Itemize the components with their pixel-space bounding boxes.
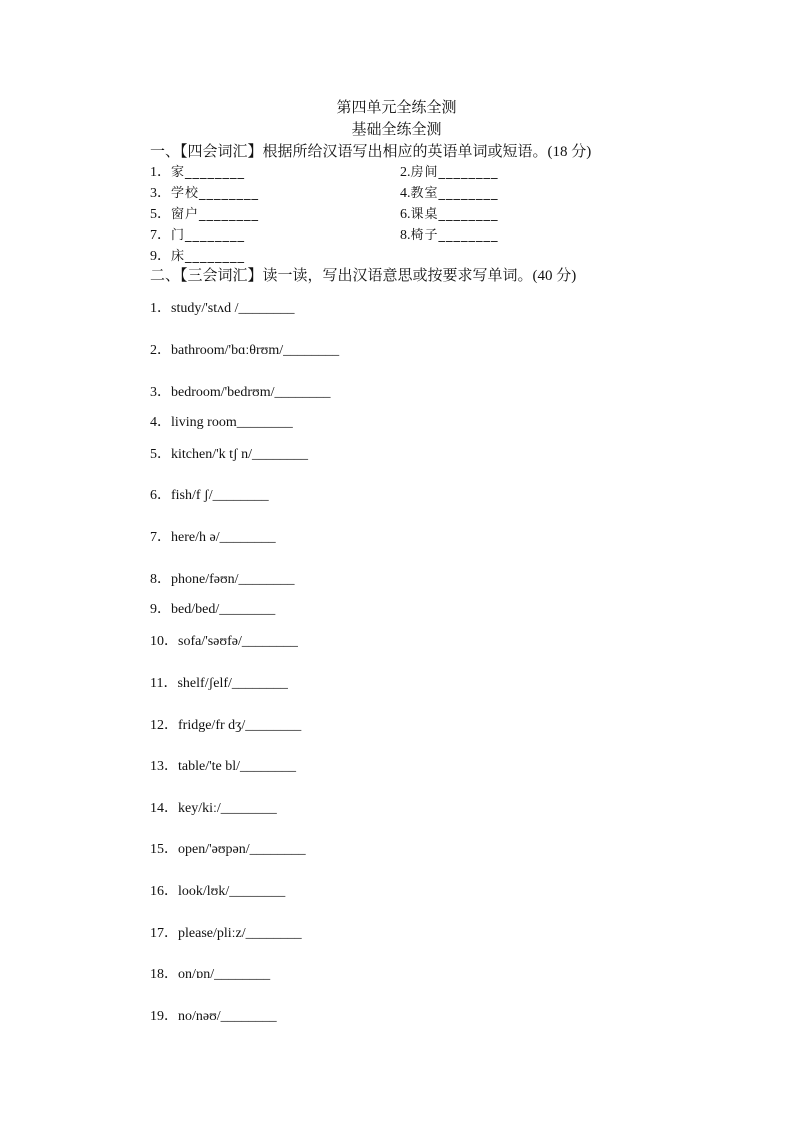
- item-word: 房间________: [410, 165, 499, 180]
- item-number: 17．: [150, 926, 178, 941]
- item-number: 2．: [150, 343, 171, 358]
- list-item: [150, 297, 294, 317]
- vocab-item: [150, 203, 259, 223]
- section-1-heading: 一、【四会词汇】根据所给汉语写出相应的英语单词或短语。(18 分): [150, 144, 592, 160]
- list-item: [150, 963, 270, 983]
- page-title: 第四单元全练全测: [336, 100, 457, 116]
- item-number: 7．: [150, 228, 171, 243]
- list-item: [150, 797, 277, 817]
- item-text: fridge/fr dʒ/________: [178, 718, 302, 733]
- vocab-row: [150, 203, 710, 223]
- item-word: 门________: [171, 228, 246, 243]
- list-item: [150, 630, 298, 650]
- vocab-item: [400, 224, 499, 244]
- item-text: table/'te bl/________: [178, 759, 297, 774]
- vocab-item: [150, 245, 245, 265]
- page-subtitle: 基础全练全测: [351, 122, 442, 138]
- item-text: no/nəʊ/________: [178, 1009, 277, 1024]
- item-number: 7．: [150, 530, 171, 545]
- item-number: 4.: [400, 186, 411, 201]
- item-number: 18．: [150, 967, 178, 982]
- item-text: bedroom/'bedrʊm/________: [171, 385, 331, 400]
- item-number: 13．: [150, 759, 178, 774]
- vocab-row: [150, 161, 710, 181]
- vocab-item: [150, 161, 245, 181]
- item-number: 9．: [150, 249, 171, 264]
- item-number: 1．: [150, 301, 171, 316]
- item-number: 8．: [150, 572, 171, 587]
- item-number: 8.: [400, 228, 411, 243]
- vocab-row: [150, 182, 710, 202]
- vocab-item: [400, 182, 499, 202]
- vocab-item: [400, 203, 499, 223]
- item-text: fish/f ʃ/________: [171, 488, 269, 503]
- list-item: [150, 838, 306, 858]
- vocab-item: [150, 224, 245, 244]
- list-item: [150, 1005, 277, 1025]
- list-item: [150, 381, 331, 401]
- item-word: 课桌________: [410, 207, 499, 222]
- item-number: 9．: [150, 602, 171, 617]
- item-word: 家________: [171, 165, 246, 180]
- list-item: [150, 526, 276, 546]
- list-item: [150, 880, 285, 900]
- item-number: 2.: [400, 165, 411, 180]
- item-number: 5．: [150, 447, 171, 462]
- item-number: 6.: [400, 207, 411, 222]
- item-number: 3．: [150, 186, 171, 201]
- item-text: on/ɒn/________: [178, 967, 271, 982]
- item-text: phone/fəʊn/________: [171, 572, 295, 587]
- item-number: 12．: [150, 718, 178, 733]
- item-word: 学校________: [171, 186, 260, 201]
- list-item: [150, 922, 302, 942]
- item-number: 4．: [150, 415, 171, 430]
- vocab-row: [150, 245, 710, 265]
- list-item: [150, 755, 296, 775]
- item-word: 椅子________: [410, 228, 499, 243]
- item-text: bathroom/'bɑːθrʊm/________: [171, 343, 340, 358]
- item-number: 10．: [150, 634, 178, 649]
- item-number: 16．: [150, 884, 178, 899]
- item-text: living room________: [171, 415, 293, 430]
- item-number: 15．: [150, 842, 178, 857]
- item-text: look/lʊk/________: [178, 884, 286, 899]
- item-number: 11．: [150, 676, 178, 691]
- item-text: here/h ə/________: [171, 530, 276, 545]
- item-text: kitchen/'k tʃ n/________: [171, 447, 309, 462]
- item-number: 14．: [150, 801, 178, 816]
- item-text: open/'əʊpən/________: [178, 842, 306, 857]
- item-number: 6．: [150, 488, 171, 503]
- vocab-item: [150, 182, 259, 202]
- list-item: [150, 411, 293, 431]
- section-2-heading: 二、【三会词汇】读一读，写出汉语意思或按要求写单词。(40 分): [150, 268, 577, 284]
- item-text: sofa/'səʊfə/________: [178, 634, 298, 649]
- vocab-row: [150, 224, 710, 244]
- list-item: [150, 443, 308, 463]
- item-text: study/'stʌd /________: [171, 301, 295, 316]
- item-text: shelf/ʃelf/________: [177, 676, 288, 691]
- item-word: 床________: [171, 249, 246, 264]
- item-number: 3．: [150, 385, 171, 400]
- list-item: [150, 672, 288, 692]
- list-item: [150, 568, 295, 588]
- item-number: 19．: [150, 1009, 178, 1024]
- item-number: 1．: [150, 165, 171, 180]
- item-word: 窗户________: [171, 207, 260, 222]
- list-item: [150, 598, 275, 618]
- item-text: bed/bed/________: [171, 602, 276, 617]
- list-item: [150, 339, 339, 359]
- item-word: 教室________: [410, 186, 499, 201]
- item-text: key/kiː/________: [178, 801, 277, 816]
- item-text: please/pliːz/________: [178, 926, 302, 941]
- list-item: [150, 484, 269, 504]
- item-number: 5．: [150, 207, 171, 222]
- vocab-item: [400, 161, 499, 181]
- list-item: [150, 714, 301, 734]
